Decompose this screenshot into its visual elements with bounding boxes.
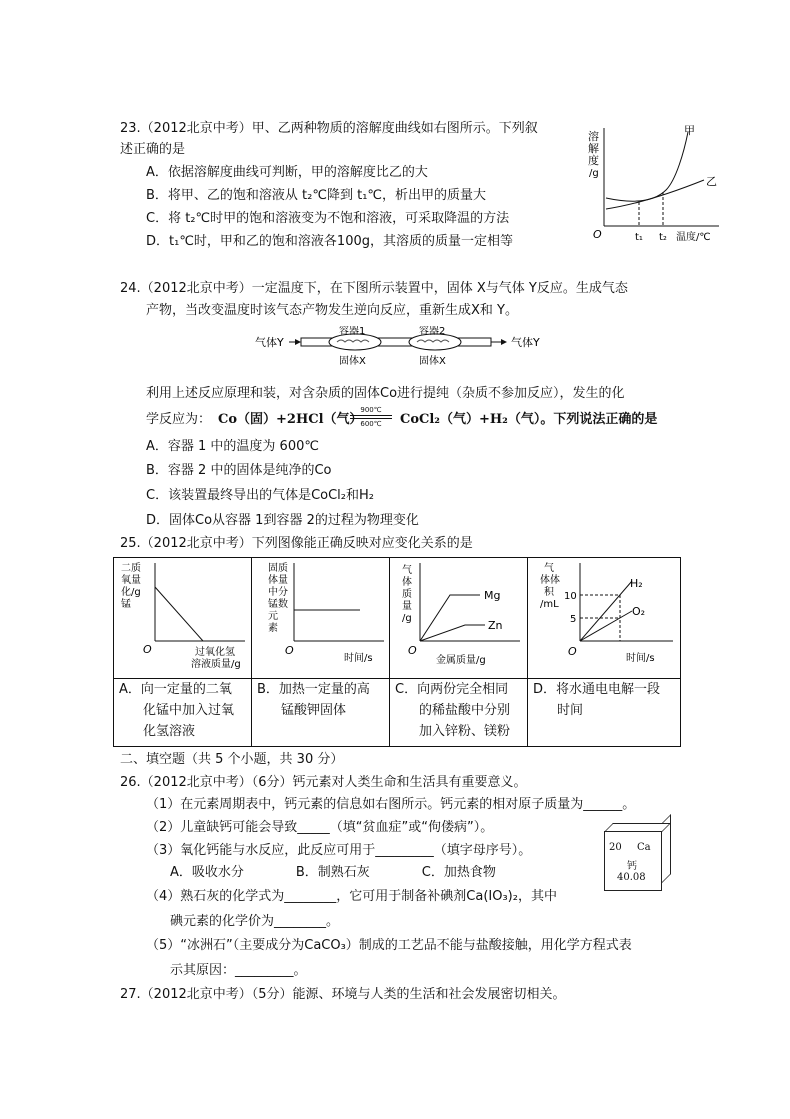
q26-part5a: （5）“冰洲石”（主要成分为CaCO₃）制成的工艺品不能与盐酸接触，用化学方程式表 <box>146 938 632 953</box>
gd-o2-label: O₂ <box>632 605 646 618</box>
graph-d <box>528 557 680 678</box>
ga-ylabel-2: 氧量 <box>121 575 141 586</box>
q24-option-a: A．容器 1 中的温度为 600℃ <box>146 439 319 454</box>
gd-xlabel: 时间/s <box>626 653 655 664</box>
equilibrium-arrows <box>346 406 396 428</box>
q23-stem-line2: 述正确的是 <box>120 142 186 157</box>
gc-zn-label: Zn <box>488 619 503 632</box>
gd-origin: O <box>568 645 577 658</box>
q23-ylabel-2: 解 <box>588 142 599 155</box>
solid2-label: 固体X <box>419 356 446 367</box>
q27-stem: 27.（2012北京中考）（5分）能源、环境与人类的生活和社会发展密切相关。 <box>120 987 566 1002</box>
q25-stem: 25.（2012北京中考）下列图像能正确反映对应变化关系的是 <box>120 536 473 551</box>
graph-c <box>390 557 527 678</box>
solubility-curve-graph <box>584 122 724 250</box>
ga-line <box>155 587 203 641</box>
q26-part4b: 碘元素的化学价为________。 <box>170 914 340 929</box>
ga-xlabel-1: 过氧化氢 <box>195 647 235 658</box>
q25-table <box>113 557 681 747</box>
q25-option-c-1: C．向两份完全相同 <box>395 682 509 697</box>
gc-origin: O <box>408 644 417 657</box>
ca-symbol: Ca <box>637 842 651 853</box>
container2-label: 容器2 <box>419 326 446 337</box>
q25-option-a-1: A．向一定量的二氧 <box>119 682 232 697</box>
gb-origin: O <box>285 644 294 657</box>
q23-t2-label: t₂ <box>659 232 667 243</box>
gd-line-h2 <box>580 581 632 641</box>
q25-option-c-2: 的稀盐酸中分别 <box>419 703 511 718</box>
q24-option-c: C．该装置最终导出的气体是CoCl₂和H₂ <box>146 488 374 503</box>
gb-ylabel-6: 素 <box>268 623 278 634</box>
forward-arrow <box>350 415 392 416</box>
q24-text1: 利用上述反应原理和装，对含杂质的固体Co进行提纯（杂质不参加反应），发生的化 <box>146 386 625 401</box>
graph-b <box>252 557 389 678</box>
q23-jia-label: 甲 <box>684 124 695 137</box>
ga-ylabel-1: 二质 <box>121 563 141 574</box>
q24-stem-line1: 24.（2012北京中考）一定温度下，在下图所示装置中，固体 X与气体 Y反应。生成气态 <box>120 281 628 296</box>
calcium-element-cell <box>604 831 662 891</box>
gc-mg-label: Mg <box>484 589 501 602</box>
q24-eq-prefix: 学反应为： <box>146 412 212 427</box>
q26-stem: 26.（2012北京中考）（6分）钙元素对人类生命和生活具有重要意义。 <box>120 775 527 790</box>
ca-atomic-number: 20 <box>609 842 622 853</box>
q26-part3: （3）氧化钙能与水反应，此反应可用于_________（填字母序号）。 <box>146 843 532 858</box>
q23-xlabel: 温度/℃ <box>676 232 711 243</box>
gc-xlabel: 金属质量/g <box>436 655 486 666</box>
q23-stem-line1: 23.（2012北京中考）甲、乙两种物质的溶解度曲线如右图所示。下列叙 <box>120 121 538 136</box>
gc-ylabel-4: 量 <box>402 601 412 612</box>
gb-xlabel: 时间/s <box>344 653 373 664</box>
gd-ylabel-2: 体体 <box>540 575 560 586</box>
gb-ylabel-5: 元 <box>268 611 278 622</box>
container1-label: 容器1 <box>339 326 366 337</box>
q26-part1: （1）在元素周期表中，钙元素的信息如右图所示。钙元素的相对原子质量为______。 <box>146 797 636 812</box>
gd-ylabel-3: 积 <box>544 587 554 598</box>
graph-a <box>113 557 251 678</box>
q25-option-a-3: 化氢溶液 <box>143 724 196 739</box>
q25-option-d-1: D．将水通电电解一段 <box>533 682 661 697</box>
q24-eq-left: Co（固）+2HCl（气） <box>218 412 363 427</box>
ga-ylabel-3: 化/g <box>121 587 141 598</box>
q26-part4a: （4）熟石灰的化学式为________，它可用于制备补碘剂Ca(IO₃)₂，其中 <box>146 889 557 904</box>
q26-part2: （2）儿童缺钙可能会导致_____（填“贫血症”或“佝偻病”）。 <box>146 820 494 835</box>
q23-option-c: C．将 t₂℃时甲的饱和溶液变为不饱和溶液，可采取降温的方法 <box>146 211 510 226</box>
q26-part5b: 示其原因：_________。 <box>170 963 307 978</box>
gc-line-zn <box>420 625 485 641</box>
section2-heading: 二、填空题（共 5 个小题，共 30 分） <box>120 752 344 767</box>
q23-ylabel-4: /g <box>589 168 599 179</box>
gd-line-o2 <box>580 611 632 641</box>
q25-option-b-1: B．加热一定量的高 <box>257 682 370 697</box>
q25-option-b-2: 锰酸钾固体 <box>281 703 347 718</box>
q26-part3-options: A．吸收水分 B．制熟石灰 C．加热食物 <box>170 865 496 880</box>
outlet-arrowhead <box>501 339 507 345</box>
gd-y5: 5 <box>570 614 577 625</box>
q23-option-b: B．将甲、乙的饱和溶液从 t₂℃降到 t₁℃，析出甲的质量大 <box>146 188 486 203</box>
gb-ylabel-4: 锰数 <box>268 599 288 610</box>
gb-ylabel-1: 固质 <box>268 563 288 574</box>
curve-yi <box>606 180 704 209</box>
q23-option-d: D．t₁℃时，甲和乙的饱和溶液各100g，其溶质的质量一定相等 <box>146 234 513 249</box>
reverse-arrow <box>350 418 392 419</box>
gas-out-label: 气体Y <box>511 336 540 349</box>
gd-y10: 10 <box>564 591 577 602</box>
q23-origin: O <box>593 228 602 241</box>
eq-top-temp: 900℃ <box>360 406 382 414</box>
ga-ylabel-4: 锰 <box>121 599 131 610</box>
gc-ylabel-3: 质 <box>402 589 412 600</box>
eq-bottom-temp: 600℃ <box>360 420 382 428</box>
gc-line-mg <box>420 595 480 641</box>
inlet-arrowhead <box>295 339 301 345</box>
gb-ylabel-2: 体量 <box>268 575 288 586</box>
q24-stem-line2: 产物，当改变温度时该气态产物发生逆向反应，重新生成X和 Y。 <box>146 303 518 318</box>
q23-ylabel-1: 溶 <box>588 130 599 143</box>
gd-h2-label: H₂ <box>630 577 643 590</box>
q23-t1-label: t₁ <box>635 232 643 243</box>
gd-ylabel-1: 气 <box>544 563 554 574</box>
q25-option-d-2: 时间 <box>557 703 584 718</box>
gc-ylabel-5: /g <box>402 613 412 624</box>
gd-ylabel-4: /mL <box>540 599 559 610</box>
q23-ylabel-3: 度 <box>588 154 599 167</box>
q23-option-a: A．依据溶解度曲线可判断，甲的溶解度比乙的大 <box>146 165 428 180</box>
ga-origin: O <box>143 643 152 656</box>
q25-option-c-3: 加入锌粉、镁粉 <box>419 724 511 739</box>
q24-eq-right: CoCl₂（气）+H₂（气）。下列说法正确的是 <box>400 412 658 427</box>
gb-ylabel-3: 中分 <box>268 587 288 598</box>
ca-atomic-mass: 40.08 <box>617 872 646 883</box>
gc-ylabel-1: 气 <box>402 565 412 576</box>
gas-in-label: 气体Y <box>255 336 284 349</box>
q25-option-a-2: 化锰中加入过氧 <box>143 703 235 718</box>
q24-option-b: B．容器 2 中的固体是纯净的Co <box>146 463 332 478</box>
gc-ylabel-2: 体 <box>402 577 412 588</box>
ga-xlabel-2: 溶液质量/g <box>191 659 241 670</box>
ca-name: 钙 <box>627 861 637 872</box>
solid1-label: 固体X <box>339 356 366 367</box>
q24-option-d: D．固体Co从容器 1到容器 2的过程为物理变化 <box>146 513 419 528</box>
q23-yi-label: 乙 <box>706 175 717 188</box>
apparatus-diagram <box>255 326 555 376</box>
